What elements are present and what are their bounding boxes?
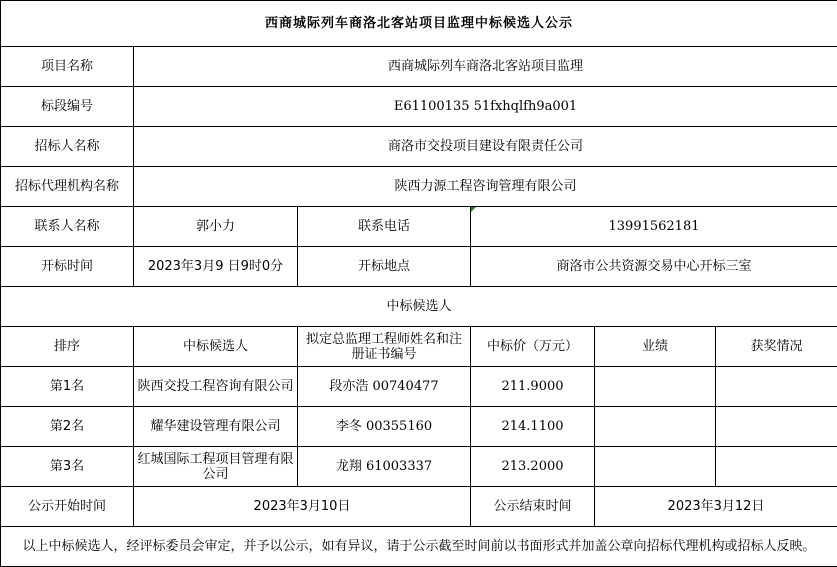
tenderer-row bbox=[1, 127, 837, 167]
candidate-price: 213.2000 bbox=[471, 447, 595, 487]
publicity-start-label: 公示开始时间 bbox=[1, 487, 134, 527]
candidate-engineer: 龙翔 61003337 bbox=[298, 447, 471, 487]
project-name-row bbox=[1, 47, 837, 87]
candidate-name: 耀华建设管理有限公司 bbox=[134, 407, 298, 447]
candidate-engineer: 段亦浩 00740477 bbox=[298, 367, 471, 407]
publicity-start-value: 2023年3月10日 bbox=[134, 487, 471, 527]
candidates-section-heading: 中标候选人 bbox=[1, 287, 837, 327]
candidate-rank: 第2名 bbox=[1, 407, 134, 447]
publicity-end-value: 2023年3月12日 bbox=[595, 487, 837, 527]
column-header-row bbox=[1, 327, 837, 367]
note-row bbox=[1, 527, 837, 567]
section-no-label: 标段编号 bbox=[1, 87, 134, 127]
section-no-value: E61100135 51fxhqlfh9a001 bbox=[134, 87, 837, 127]
title-row bbox=[1, 1, 837, 47]
open-time-value: 2023年3月9 日9时0分 bbox=[134, 247, 298, 287]
open-time-label: 开标时间 bbox=[1, 247, 134, 287]
candidate-price: 214.1100 bbox=[471, 407, 595, 447]
phone-value bbox=[471, 207, 837, 247]
contact-row bbox=[1, 207, 837, 247]
candidate-performance bbox=[595, 447, 716, 487]
candidate-performance bbox=[595, 407, 716, 447]
candidate-rank: 第3名 bbox=[1, 447, 134, 487]
tenderer-label: 招标人名称 bbox=[1, 127, 134, 167]
publicity-note: 以上中标候选人，经评标委员会审定，并予以公示，如有异议，请于公示截至时间前以书面形式并加盖公章向招标代理机构或招标人反映。 bbox=[1, 527, 837, 567]
column-header-candidate: 中标候选人 bbox=[134, 327, 298, 367]
open-place-label: 开标地点 bbox=[298, 247, 471, 287]
table-row bbox=[1, 447, 837, 487]
project-name-label: 项目名称 bbox=[1, 47, 134, 87]
publicity-row bbox=[1, 487, 837, 527]
open-place-value: 商洛市公共资源交易中心开标三室 bbox=[471, 247, 837, 287]
cell-comment-marker-icon bbox=[471, 207, 476, 212]
phone-label: 联系电话 bbox=[298, 207, 471, 247]
column-header-engineer: 拟定总监理工程师姓名和注册证书编号 bbox=[298, 327, 471, 367]
column-header-rank: 排序 bbox=[1, 327, 134, 367]
candidate-rank: 第1名 bbox=[1, 367, 134, 407]
column-header-price: 中标价（万元） bbox=[471, 327, 595, 367]
contact-value: 郭小力 bbox=[134, 207, 298, 247]
section-no-row bbox=[1, 87, 837, 127]
agency-value: 陕西力源工程咨询管理有限公司 bbox=[134, 167, 837, 207]
candidate-performance bbox=[595, 367, 716, 407]
candidate-awards bbox=[716, 407, 837, 447]
candidates-section-row bbox=[1, 287, 837, 327]
publicity-end-label: 公示结束时间 bbox=[471, 487, 595, 527]
phone-text: 13991562181 bbox=[608, 219, 700, 234]
table-row bbox=[1, 367, 837, 407]
candidate-awards bbox=[716, 367, 837, 407]
candidate-name: 红城国际工程项目管理有限公司 bbox=[134, 447, 298, 487]
open-time-row bbox=[1, 247, 837, 287]
agency-row bbox=[1, 167, 837, 207]
table-row bbox=[1, 407, 837, 447]
column-header-performance: 业绩 bbox=[595, 327, 716, 367]
candidate-name: 陕西交投工程咨询有限公司 bbox=[134, 367, 298, 407]
candidate-awards bbox=[716, 447, 837, 487]
tenderer-value: 商洛市交投项目建设有限责任公司 bbox=[134, 127, 837, 167]
candidate-price: 211.9000 bbox=[471, 367, 595, 407]
candidate-engineer: 李冬 00355160 bbox=[298, 407, 471, 447]
column-header-awards: 获奖情况 bbox=[716, 327, 837, 367]
contact-label: 联系人名称 bbox=[1, 207, 134, 247]
project-name-value: 西商城际列车商洛北客站项目监理 bbox=[134, 47, 837, 87]
agency-label: 招标代理机构名称 bbox=[1, 167, 134, 207]
page-title: 西商城际列车商洛北客站项目监理中标候选人公示 bbox=[1, 1, 837, 47]
